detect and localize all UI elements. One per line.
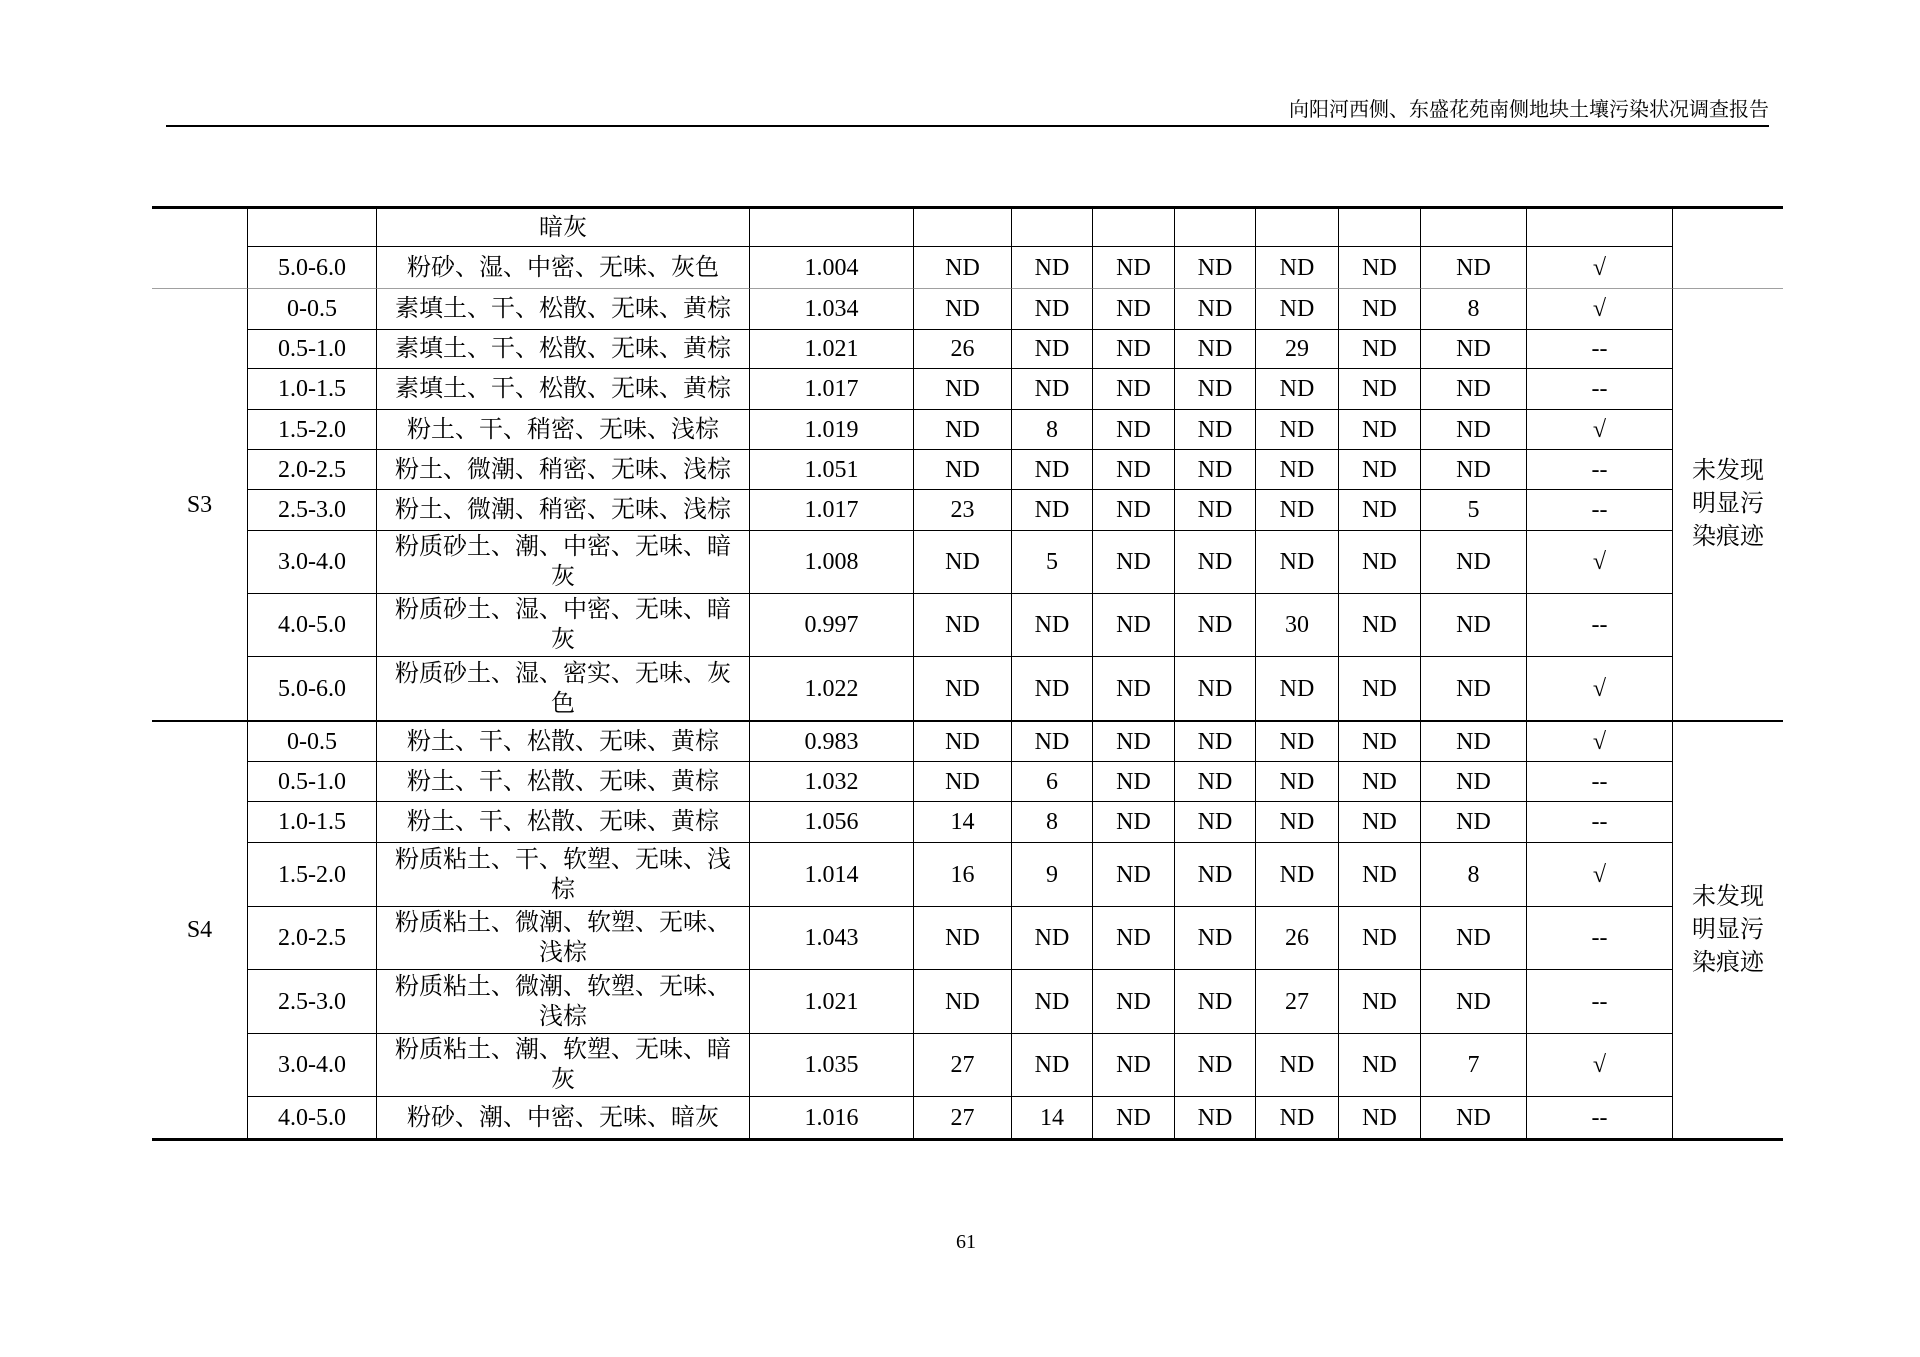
value-cell: ND [1175, 1034, 1256, 1097]
table-row [152, 369, 1783, 410]
density-cell: 1.032 [750, 762, 914, 802]
table-row [152, 802, 1783, 843]
value-cell: ND [1256, 531, 1339, 594]
value-cell: ND [1093, 289, 1175, 330]
value-cell: ND [1093, 594, 1175, 657]
density-cell: 1.043 [750, 907, 914, 970]
table-row [152, 410, 1783, 450]
table-body [152, 209, 1783, 1138]
value-cell: 6 [1012, 762, 1093, 802]
value-cell: ND [1012, 247, 1093, 289]
mark-cell: -- [1527, 594, 1673, 657]
value-cell: ND [1175, 843, 1256, 907]
depth-cell: 2.5-3.0 [248, 490, 377, 531]
mark-cell: -- [1527, 490, 1673, 531]
value-cell: ND [1421, 762, 1527, 802]
depth-cell: 0.5-1.0 [248, 762, 377, 802]
value-cell: ND [1175, 907, 1256, 970]
mark-cell: √ [1527, 843, 1673, 907]
description-cell: 素填土、干、松散、无味、黄棕 [377, 369, 750, 410]
description-cell: 粉质砂土、潮、中密、无味、暗灰 [377, 531, 750, 594]
value-cell: ND [1256, 490, 1339, 531]
value-cell [1175, 209, 1256, 247]
density-cell: 1.019 [750, 410, 914, 450]
depth-cell: 4.0-5.0 [248, 1097, 377, 1138]
value-cell: ND [1175, 490, 1256, 531]
value-cell: ND [1256, 802, 1339, 843]
value-cell: ND [1093, 970, 1175, 1034]
density-cell: 1.051 [750, 450, 914, 490]
description-cell: 粉土、干、松散、无味、黄棕 [377, 762, 750, 802]
value-cell: 5 [1421, 490, 1527, 531]
value-cell: ND [1339, 657, 1421, 722]
density-cell: 1.014 [750, 843, 914, 907]
value-cell: ND [1421, 450, 1527, 490]
value-cell: ND [914, 907, 1012, 970]
value-cell: ND [1339, 907, 1421, 970]
table-row [152, 531, 1783, 594]
value-cell: ND [1339, 450, 1421, 490]
value-cell: 27 [1256, 970, 1339, 1034]
value-cell: ND [1093, 802, 1175, 843]
description-cell: 粉土、干、松散、无味、黄棕 [377, 722, 750, 762]
value-cell: ND [1339, 330, 1421, 369]
value-cell: ND [1012, 450, 1093, 490]
mark-cell: √ [1527, 289, 1673, 330]
value-cell: ND [1256, 247, 1339, 289]
value-cell: ND [1175, 410, 1256, 450]
table-row [152, 1034, 1783, 1097]
value-cell: ND [1012, 970, 1093, 1034]
value-cell: 8 [1012, 410, 1093, 450]
value-cell: 14 [914, 802, 1012, 843]
mark-cell: -- [1527, 907, 1673, 970]
site-cell: S3 [152, 289, 248, 722]
density-cell: 1.034 [750, 289, 914, 330]
value-cell: ND [1012, 330, 1093, 369]
density-cell: 1.017 [750, 369, 914, 410]
value-cell: ND [1421, 907, 1527, 970]
mark-cell: -- [1527, 330, 1673, 369]
remark-cell [1673, 722, 1783, 1138]
value-cell: ND [1339, 802, 1421, 843]
table-row [152, 247, 1783, 289]
value-cell: ND [1256, 843, 1339, 907]
value-cell: 7 [1421, 1034, 1527, 1097]
depth-cell [248, 209, 377, 247]
value-cell: ND [914, 531, 1012, 594]
depth-cell: 1.0-1.5 [248, 369, 377, 410]
value-cell: ND [1175, 657, 1256, 722]
density-cell: 1.004 [750, 247, 914, 289]
value-cell: ND [1012, 722, 1093, 762]
depth-cell: 4.0-5.0 [248, 594, 377, 657]
value-cell: ND [1093, 907, 1175, 970]
value-cell: ND [1175, 802, 1256, 843]
value-cell: ND [1421, 369, 1527, 410]
description-cell: 粉砂、湿、中密、无味、灰色 [377, 247, 750, 289]
value-cell: ND [1093, 762, 1175, 802]
density-cell: 1.056 [750, 802, 914, 843]
value-cell: 8 [1012, 802, 1093, 843]
value-cell: ND [1012, 594, 1093, 657]
depth-cell: 0.5-1.0 [248, 330, 377, 369]
value-cell: ND [1093, 247, 1175, 289]
table-row [152, 490, 1783, 531]
table-row [152, 330, 1783, 369]
value-cell: 8 [1421, 843, 1527, 907]
value-cell: ND [1093, 1034, 1175, 1097]
value-cell: ND [1175, 970, 1256, 1034]
mark-cell: √ [1527, 531, 1673, 594]
table-row [152, 1097, 1783, 1138]
table-row [152, 657, 1783, 722]
remark-text: 未发现明显污染痕迹 [1692, 883, 1764, 976]
remark-text: 未发现明显污染痕迹 [1692, 458, 1764, 550]
value-cell: ND [1256, 289, 1339, 330]
density-cell: 0.983 [750, 722, 914, 762]
mark-cell: -- [1527, 762, 1673, 802]
value-cell: ND [914, 289, 1012, 330]
value-cell: ND [1093, 450, 1175, 490]
density-cell: 1.016 [750, 1097, 914, 1138]
table-row [152, 209, 1783, 247]
value-cell: 30 [1256, 594, 1339, 657]
table-row [152, 289, 1783, 330]
table-row [152, 762, 1783, 802]
value-cell: ND [1012, 657, 1093, 722]
value-cell: ND [914, 247, 1012, 289]
mark-cell: √ [1527, 410, 1673, 450]
value-cell: ND [1339, 722, 1421, 762]
description-cell: 粉质粘土、潮、软塑、无味、暗灰 [377, 1034, 750, 1097]
depth-cell: 3.0-4.0 [248, 531, 377, 594]
value-cell: ND [1339, 247, 1421, 289]
value-cell: ND [1175, 762, 1256, 802]
density-cell [750, 209, 914, 247]
value-cell: ND [1175, 247, 1256, 289]
value-cell: 27 [914, 1097, 1012, 1138]
value-cell: ND [914, 657, 1012, 722]
depth-cell: 1.0-1.5 [248, 802, 377, 843]
value-cell: ND [914, 410, 1012, 450]
value-cell: ND [1421, 247, 1527, 289]
value-cell: ND [1256, 450, 1339, 490]
value-cell: ND [1093, 657, 1175, 722]
value-cell: ND [1012, 369, 1093, 410]
value-cell: ND [1175, 450, 1256, 490]
description-cell: 粉土、干、松散、无味、黄棕 [377, 802, 750, 843]
value-cell: ND [1093, 722, 1175, 762]
table-row [152, 907, 1783, 970]
mark-cell [1527, 209, 1673, 247]
value-cell: ND [1339, 594, 1421, 657]
value-cell: ND [1012, 1034, 1093, 1097]
depth-cell: 3.0-4.0 [248, 1034, 377, 1097]
depth-cell: 2.0-2.5 [248, 907, 377, 970]
value-cell: 23 [914, 490, 1012, 531]
value-cell: ND [1093, 369, 1175, 410]
value-cell: ND [1175, 531, 1256, 594]
value-cell: ND [1339, 1034, 1421, 1097]
value-cell: ND [1339, 490, 1421, 531]
description-cell: 粉砂、潮、中密、无味、暗灰 [377, 1097, 750, 1138]
depth-cell: 5.0-6.0 [248, 657, 377, 722]
value-cell: 29 [1256, 330, 1339, 369]
value-cell: ND [1421, 531, 1527, 594]
remark-cell [1673, 289, 1783, 722]
value-cell: 9 [1012, 843, 1093, 907]
value-cell: ND [1256, 762, 1339, 802]
header-rule [166, 125, 1769, 127]
value-cell: ND [1421, 657, 1527, 722]
table-row [152, 450, 1783, 490]
value-cell: ND [914, 722, 1012, 762]
value-cell: ND [1093, 490, 1175, 531]
value-cell: ND [1339, 410, 1421, 450]
depth-cell: 2.0-2.5 [248, 450, 377, 490]
description-cell: 粉质砂土、湿、中密、无味、暗灰 [377, 594, 750, 657]
value-cell: ND [1339, 762, 1421, 802]
mark-cell: √ [1527, 657, 1673, 722]
value-cell: ND [1175, 1097, 1256, 1138]
value-cell: 8 [1421, 289, 1527, 330]
value-cell: ND [1012, 289, 1093, 330]
density-cell: 0.997 [750, 594, 914, 657]
value-cell: ND [1339, 1097, 1421, 1138]
density-cell: 1.021 [750, 970, 914, 1034]
value-cell: ND [1175, 594, 1256, 657]
depth-cell: 1.5-2.0 [248, 410, 377, 450]
value-cell: ND [1175, 330, 1256, 369]
description-cell: 粉质粘土、微潮、软塑、无味、浅棕 [377, 970, 750, 1034]
description-cell: 粉质砂土、湿、密实、无味、灰色 [377, 657, 750, 722]
value-cell: ND [914, 970, 1012, 1034]
description-cell: 粉土、干、稍密、无味、浅棕 [377, 410, 750, 450]
value-cell: 16 [914, 843, 1012, 907]
value-cell: ND [1093, 410, 1175, 450]
value-cell: 26 [1256, 907, 1339, 970]
running-header-title: 向阳河西侧、东盛花苑南侧地块土壤污染状况调查报告 [1289, 99, 1769, 121]
description-cell: 粉土、微潮、稍密、无味、浅棕 [377, 450, 750, 490]
value-cell: ND [1175, 289, 1256, 330]
value-cell [1339, 209, 1421, 247]
value-cell: ND [1421, 410, 1527, 450]
value-cell: ND [1256, 657, 1339, 722]
value-cell [1093, 209, 1175, 247]
mark-cell: -- [1527, 802, 1673, 843]
mark-cell: √ [1527, 1034, 1673, 1097]
mark-cell: -- [1527, 450, 1673, 490]
description-cell: 素填土、干、松散、无味、黄棕 [377, 289, 750, 330]
depth-cell: 1.5-2.0 [248, 843, 377, 907]
value-cell [914, 209, 1012, 247]
value-cell: ND [1421, 722, 1527, 762]
density-cell: 1.017 [750, 490, 914, 531]
value-cell: ND [914, 450, 1012, 490]
table-row [152, 722, 1783, 762]
mark-cell: -- [1527, 1097, 1673, 1138]
mark-cell: √ [1527, 247, 1673, 289]
value-cell: ND [1256, 1034, 1339, 1097]
description-cell: 粉质粘土、微潮、软塑、无味、浅棕 [377, 907, 750, 970]
mark-cell: -- [1527, 970, 1673, 1034]
value-cell: 26 [914, 330, 1012, 369]
soil-sample-table [152, 206, 1783, 1141]
description-cell: 粉土、微潮、稍密、无味、浅棕 [377, 490, 750, 531]
value-cell: ND [1175, 722, 1256, 762]
value-cell [1421, 209, 1527, 247]
value-cell: ND [1093, 531, 1175, 594]
value-cell: ND [1012, 490, 1093, 531]
density-cell: 1.022 [750, 657, 914, 722]
value-cell: ND [1421, 1097, 1527, 1138]
value-cell [1256, 209, 1339, 247]
density-cell: 1.008 [750, 531, 914, 594]
value-cell: ND [1093, 843, 1175, 907]
value-cell: ND [1175, 369, 1256, 410]
description-cell: 粉质粘土、干、软塑、无味、浅棕 [377, 843, 750, 907]
density-cell: 1.035 [750, 1034, 914, 1097]
depth-cell: 0-0.5 [248, 722, 377, 762]
mark-cell: √ [1527, 722, 1673, 762]
value-cell: ND [1339, 843, 1421, 907]
value-cell: ND [1256, 1097, 1339, 1138]
table-row [152, 594, 1783, 657]
value-cell: ND [1339, 369, 1421, 410]
page-number: 61 [956, 1231, 976, 1253]
site-cell [152, 209, 248, 289]
value-cell: 5 [1012, 531, 1093, 594]
value-cell: ND [914, 594, 1012, 657]
value-cell: ND [1256, 410, 1339, 450]
value-cell [1012, 209, 1093, 247]
depth-cell: 2.5-3.0 [248, 970, 377, 1034]
value-cell: 27 [914, 1034, 1012, 1097]
description-cell: 素填土、干、松散、无味、黄棕 [377, 330, 750, 369]
value-cell: ND [1256, 369, 1339, 410]
value-cell: ND [1339, 289, 1421, 330]
description-cell: 暗灰 [377, 209, 750, 247]
value-cell: ND [1421, 330, 1527, 369]
site-cell: S4 [152, 722, 248, 1138]
depth-cell: 5.0-6.0 [248, 247, 377, 289]
value-cell: 14 [1012, 1097, 1093, 1138]
value-cell: ND [1421, 970, 1527, 1034]
value-cell: ND [914, 762, 1012, 802]
value-cell: ND [1012, 907, 1093, 970]
value-cell: ND [1256, 722, 1339, 762]
value-cell: ND [1093, 330, 1175, 369]
table-row [152, 970, 1783, 1034]
value-cell: ND [1093, 1097, 1175, 1138]
density-cell: 1.021 [750, 330, 914, 369]
mark-cell: -- [1527, 369, 1673, 410]
depth-cell: 0-0.5 [248, 289, 377, 330]
value-cell: ND [1339, 970, 1421, 1034]
table-row [152, 843, 1783, 907]
value-cell: ND [1421, 802, 1527, 843]
value-cell: ND [1339, 531, 1421, 594]
value-cell: ND [914, 369, 1012, 410]
remark-cell [1673, 209, 1783, 289]
value-cell: ND [1421, 594, 1527, 657]
